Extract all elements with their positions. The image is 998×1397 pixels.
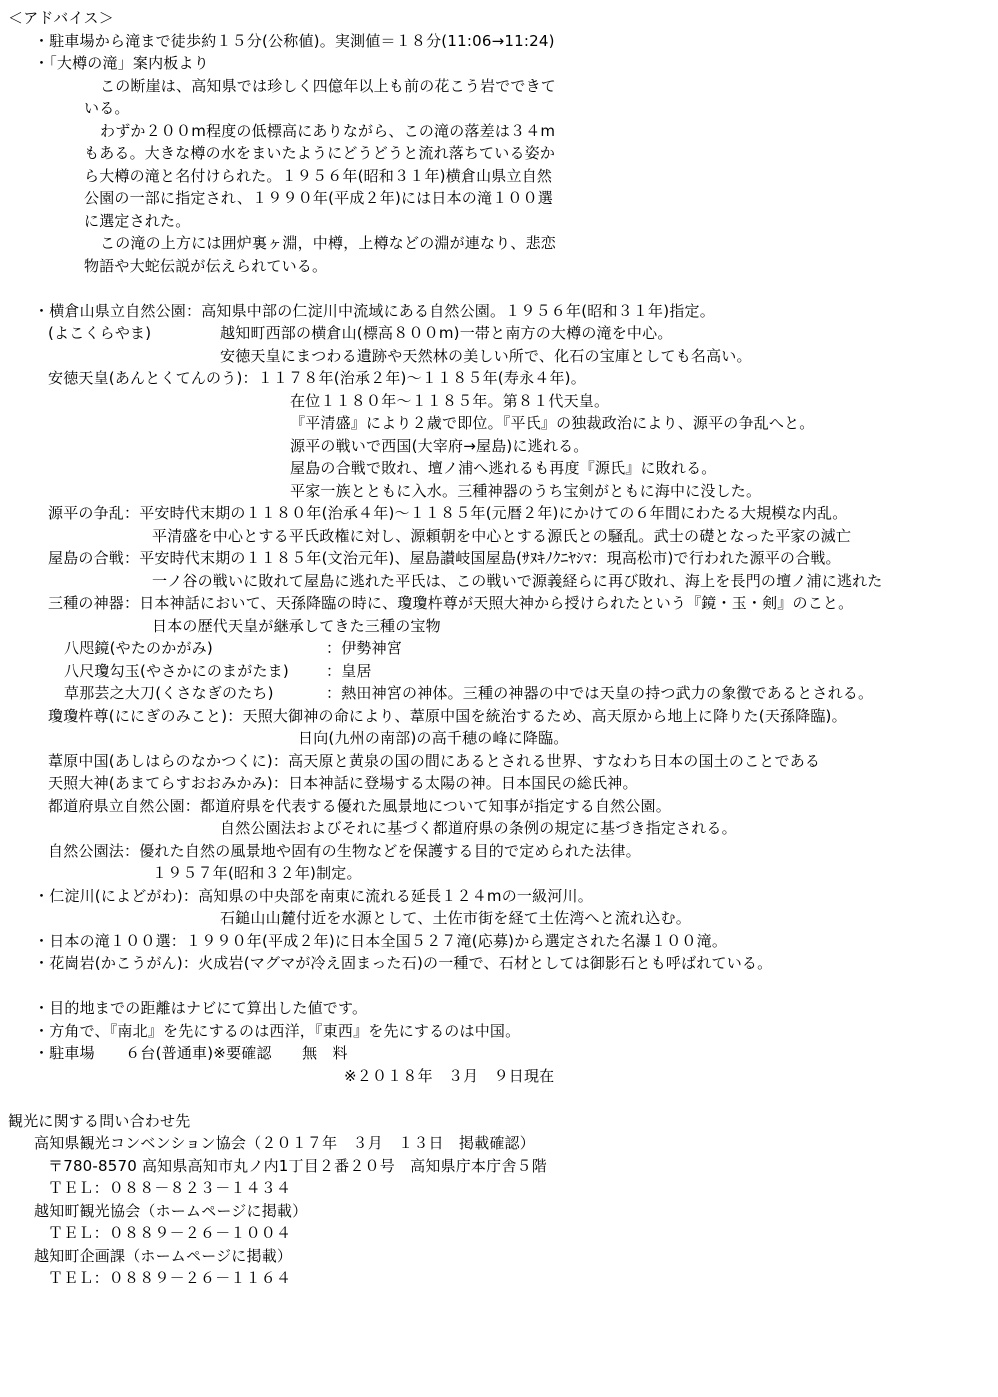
glossary-amaterasu: 天照大神(あまてらすおおみかみ)：日本神話に登場する太陽の神。日本国民の総氏神。 — [48, 774, 638, 792]
contact-org: 越知町企画課（ホームページに掲載） — [34, 1247, 293, 1265]
contact-tel: ＴＥＬ：０８８９－２６－１１６４ — [48, 1269, 292, 1287]
sign-text-line: この滝の上方には囲炉裏ヶ淵，中樽，上樽などの淵が連なり、悲恋 — [100, 234, 557, 252]
glossary-detail: 一ノ谷の戦いに敗れて屋島に逃れた平氏は、この戦いで源義経らに再び敗れ、海上を長門の壇ノ浦に逃れた — [152, 572, 883, 590]
note-direction: ・方角で、『南北』を先にするのは西洋，『東西』を先にするのは中国。 — [34, 1022, 521, 1040]
contact-tel: ＴＥＬ：０８８９－２６－１００４ — [48, 1224, 292, 1242]
note-distance: ・目的地までの距離はナビにて算出した値です。 — [34, 999, 368, 1017]
glossary-detail: １９５７年(昭和３２年)制定。 — [152, 864, 362, 882]
glossary-yokokurayama: ・横倉山県立自然公園：高知県中部の仁淀川中流域にある自然公園。１９５６年(昭和３１年)指定。 — [34, 302, 715, 320]
glossary-reading: (よこくらやま) — [48, 324, 152, 342]
sign-text-line: この断崖は、高知県では珍しく四億年以上も前の花こう岩でできて — [100, 77, 557, 95]
note-parking: ・駐車場 ６台(普通車)※要確認 無 料 — [34, 1044, 348, 1062]
glossary-detail: 石鎚山山麓付近を水源として、土佐市街を経て土佐湾へと流れ込む。 — [220, 909, 691, 927]
glossary-ashihara: 葦原中国(あしはらのなかつくに)：高天原と黄泉の国の間にあるとされる世界、すなわち日本の国土のことである — [48, 752, 821, 770]
glossary-genpei: 源平の争乱：平安時代末期の１１８０年(治承４年)～１１８５年(元暦２年)にかけての６年間にわたる大規模な内乱。 — [48, 504, 848, 522]
glossary-sanshu-jingi: 三種の神器：日本神話において、天孫降臨の時に、瓊瓊杵尊が天照大神から授けられたという『鏡・玉・剣』のこと。 — [48, 594, 854, 612]
heading-advice: ＜アドバイス＞ — [8, 9, 114, 27]
glossary-detail: 越知町西部の横倉山(標高８００m)一帯と南方の大樽の滝を中心。 — [220, 324, 673, 342]
glossary-niyodogawa: ・仁淀川(によどがわ)：高知県の中央部を南東に流れる延長１２４mの一級河川。 — [34, 887, 593, 905]
advice-walk-time: ・駐車場から滝まで徒歩約１５分(公称値)。実測値＝１８分(11:06→11:24) — [34, 32, 555, 50]
glossary-detail: 在位１１８０年～１１８５年。第８１代天皇。 — [290, 392, 610, 410]
glossary-antoku: 安徳天皇(あんとくてんのう)：１１７８年(治承２年)～１１８５年(寿永４年)。 — [48, 369, 586, 387]
glossary-yashima: 屋島の合戦：平安時代末期の１１８５年(文治元年)、屋島讃岐国屋島(ｻﾇｷﾉｸﾆﾔｼﾏ：現高松市)で行われた源平の合戦。 — [48, 549, 841, 567]
contact-heading: 観光に関する問い合わせ先 — [8, 1112, 191, 1130]
note-date: ※２０１８年 ３月 ９日現在 — [344, 1067, 555, 1085]
glossary-detail: 屋島の合戦で敗れ、壇ノ浦へ逃れるも再度『源氏』に敗れる。 — [290, 459, 717, 477]
sign-text-line: に選定された。 — [84, 212, 191, 230]
glossary-detail: 安徳天皇にまつわる遺跡や天然林の美しい所で、化石の宝庫としても名高い。 — [220, 347, 752, 365]
glossary-detail: 日本の歴代天皇が継承してきた三種の宝物 — [152, 617, 441, 635]
contact-org: 越知町観光協会（ホームページに掲載） — [34, 1202, 308, 1220]
glossary-park-law: 自然公園法：優れた自然の風景地や固有の生物などを保護する目的で定められた法律。 — [48, 842, 641, 860]
treasure-name: 八咫鏡(やたのかがみ) — [64, 639, 213, 657]
glossary-detail: 平清盛を中心とする平氏政権に対し、源頼朝を中心とする源氏との騒乱。武士の礎となった平家の滅亡 — [152, 527, 852, 545]
treasure-location: ：熱田神宮の神体。三種の神器の中では天皇の持つ武力の象徴であるとされる。 — [326, 684, 874, 702]
glossary-prefectural-park: 都道府県立自然公園：都道府県を代表する優れた風景地について知事が指定する自然公園。 — [48, 797, 671, 815]
contact-org: 高知県観光コンベンション協会（２０１７年 ３月 １３日 掲載確認） — [34, 1134, 535, 1152]
sign-text-line: わずか２００m程度の低標高にありながら、この滝の落差は３４m — [100, 122, 556, 140]
sign-text-line: 物語や大蛇伝説が伝えられている。 — [84, 257, 328, 275]
glossary-detail: 自然公園法およびそれに基づく都道府県の条例の規定に基づき指定される。 — [220, 819, 737, 837]
treasure-name: 八尺瓊勾玉(やさかにのまがたま) — [64, 662, 289, 680]
treasure-location: ：伊勢神宮 — [326, 639, 403, 657]
contact-tel: ＴＥＬ：０８８－８２３－１４３４ — [48, 1179, 292, 1197]
treasure-location: ：皇居 — [326, 662, 372, 680]
sign-text-line: もある。大きな樽の水をまいたようにどうどうと流れ落ちている姿か — [84, 144, 556, 162]
glossary-detail: 平家一族とともに入水。三種神器のうち宝剣がともに海中に没した。 — [290, 482, 762, 500]
sign-text-line: ら大樽の滝と名付けられた。１９５６年(昭和３１年)横倉山県立自然 — [84, 167, 553, 185]
advice-signboard: ・「大樽の滝」案内板より — [34, 54, 209, 72]
glossary-100-waterfalls: ・日本の滝１００選：１９９０年(平成２年)に日本全国５２７滝(応募)から選定された名瀑１００滝。 — [34, 932, 728, 950]
treasure-name: 草那芸之大刀(くさなぎのたち) — [64, 684, 274, 702]
glossary-granite: ・花崗岩(かこうがん)：火成岩(マグマが冷え固まった石)の一種で、石材としては御影石とも呼ばれている。 — [34, 954, 773, 972]
glossary-detail: 源平の戦いで西国(大宰府→屋島)に逃れる。 — [290, 437, 589, 455]
contact-address: 〒780-8570 高知県高知市丸ノ内1丁目２番２０号 高知県庁本庁舎５階 — [48, 1157, 547, 1175]
glossary-ninigi: 瓊瓊杵尊(ににぎのみこと)：天照大御神の命により、葦原中国を統治するため、高天原から地上に降りた(天孫降臨)。 — [48, 707, 847, 725]
glossary-detail: 『平清盛』により２歳で即位。『平氏』の独裁政治により、源平の争乱へと。 — [290, 414, 815, 432]
sign-text-line: いる。 — [84, 99, 130, 117]
glossary-detail: 日向(九州の南部)の高千穂の峰に降臨。 — [298, 729, 569, 747]
sign-text-line: 公園の一部に指定され、１９９０年(平成２年)には日本の滝１００選 — [84, 189, 554, 207]
